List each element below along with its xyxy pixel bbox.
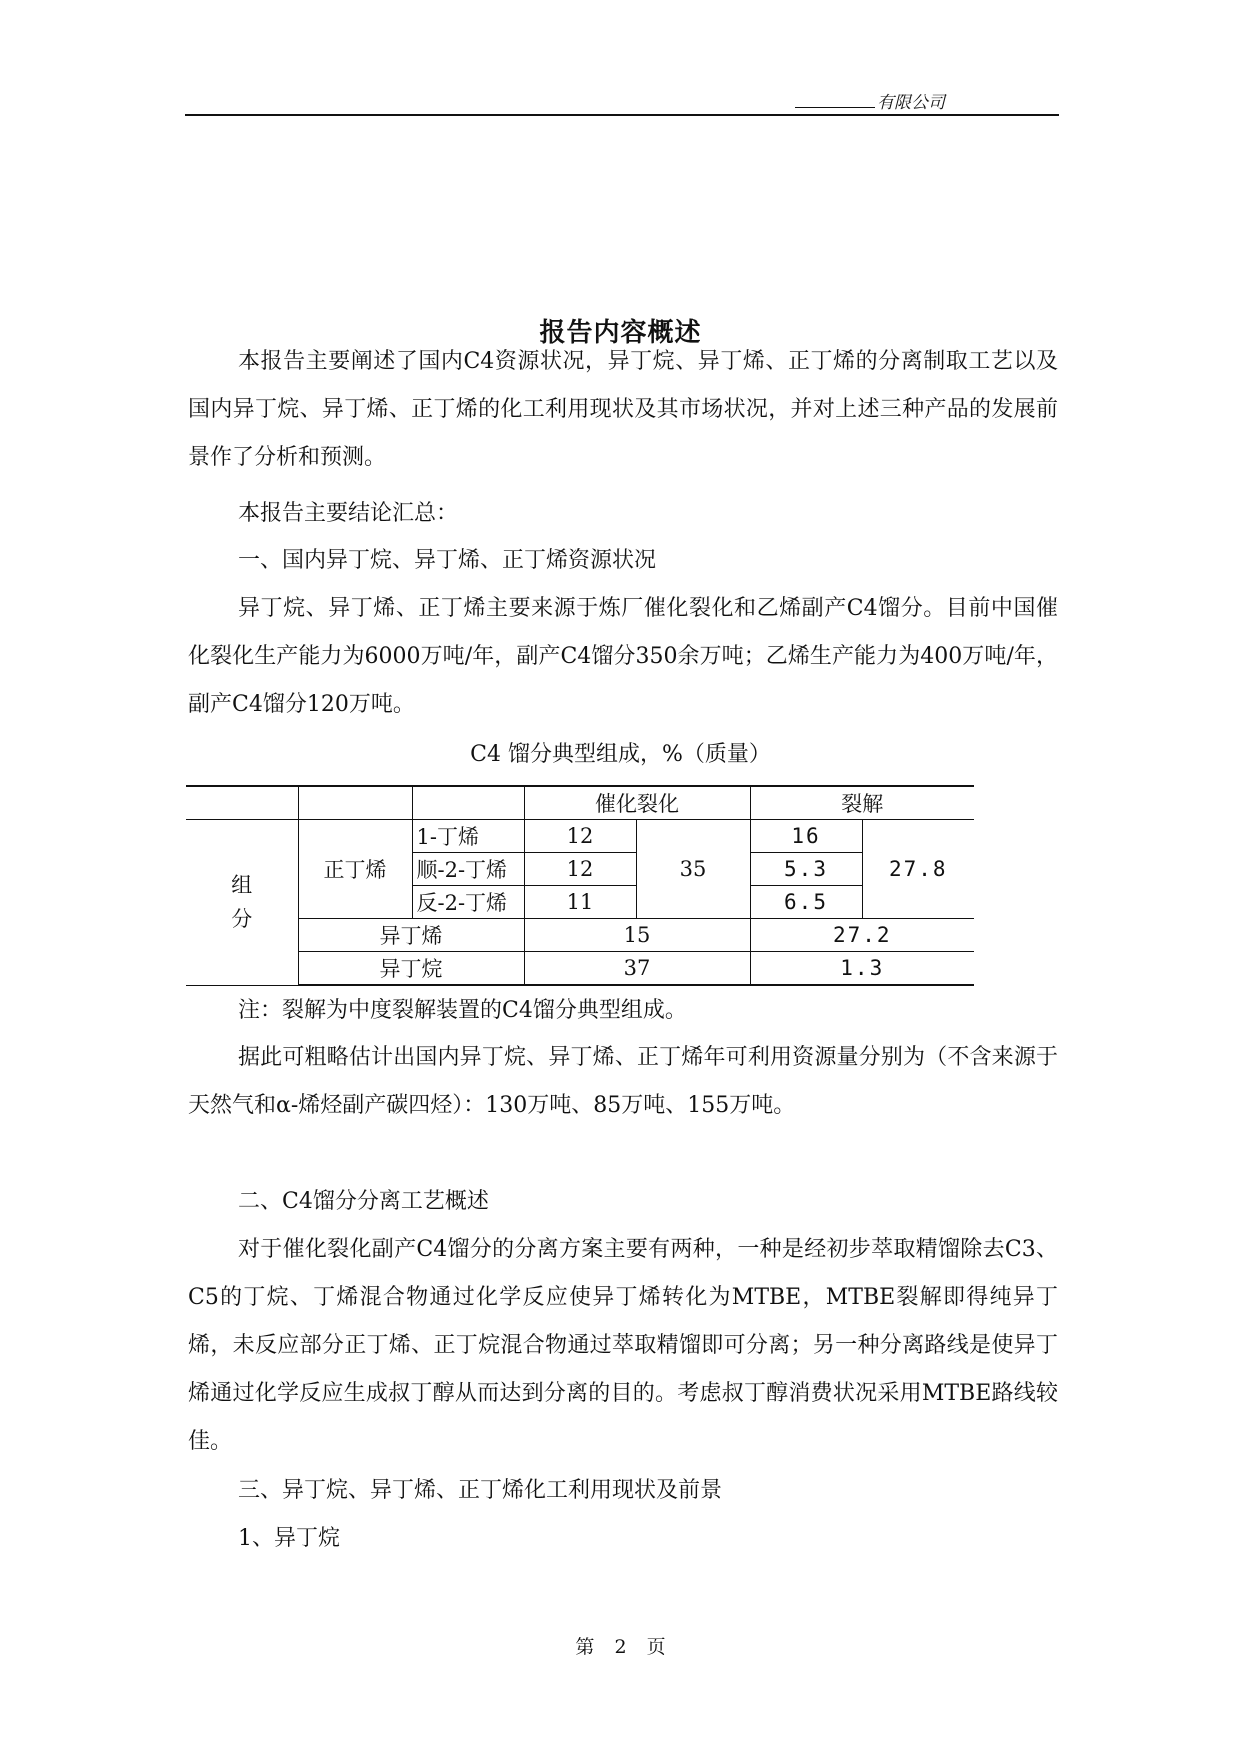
- table-note: 注：裂解为中度裂解装置的C4馏分典型组成。: [238, 998, 687, 1023]
- table-cell-fcc: 12: [524, 820, 636, 853]
- paragraph-summary: 本报告主要阐述了国内C4资源状况，异丁烷、异丁烯、正丁烯的分离制取工艺以及国内异丁烷、异丁烯、正丁烯的化工利用现状及其市场状况，并对上述三种产品的发展前景作了分析和预测。: [188, 349, 1058, 470]
- page-number: 2: [614, 1636, 627, 1658]
- header-company: [795, 88, 945, 113]
- table-row: [186, 919, 974, 952]
- table-cell-fcc: 15: [524, 919, 750, 952]
- table-cell-name: 顺-2-丁烯: [412, 853, 524, 886]
- header-rule: [185, 114, 1059, 116]
- table-n-butene-label: 正丁烯: [298, 820, 412, 919]
- paragraph-separation: 对于催化裂化副产C4馏分的分离方案主要有两种，一种是经初步萃取精馏除去C3、C5的丁烷、丁烯混合物通过化学反应使异丁烯转化为MTBE，MTBE裂解即得纯异丁烯，未反应部分正丁烯、正丁烷混合物通过萃取精馏即可分离；另一种分离路线是使异丁烯通过化学反应生成叔丁醇从而达到分离的目的。考虑叔丁醇消费状况采用MTBE路线较佳。: [188, 1237, 1058, 1454]
- table-header-row: [186, 786, 974, 820]
- section-heading-1: 一、国内异丁烷、异丁烯、正丁烯资源状况: [238, 548, 657, 573]
- footer-prefix: 第: [575, 1636, 595, 1658]
- table-cell-crack: 1.3: [750, 952, 974, 986]
- table-header-fcc: 催化裂化: [524, 786, 750, 820]
- table-cell-name: 1-丁烯: [412, 820, 524, 853]
- table-cell-fcc: 12: [524, 853, 636, 886]
- section-heading-3: 三、异丁烷、异丁烯、正丁烯化工利用现状及前景: [238, 1478, 723, 1503]
- table-cell-fcc: 11: [524, 886, 636, 919]
- table-cell-crack: 27.2: [750, 919, 974, 952]
- table-cell-crack: 5.3: [750, 853, 862, 886]
- company-name-blank: [795, 107, 875, 108]
- subsection-heading-isobutane: 1、异丁烷: [238, 1526, 340, 1551]
- company-suffix: 有限公司: [877, 93, 945, 112]
- table-cell-name: 异丁烷: [298, 952, 524, 986]
- table-cell-crack: 16: [750, 820, 862, 853]
- table-cell-crack: 6.5: [750, 886, 862, 919]
- footer-suffix: 页: [646, 1636, 666, 1658]
- table-cell-name: 反-2-丁烯: [412, 886, 524, 919]
- table-header-empty-1: [186, 786, 298, 820]
- table-header-empty-3: [412, 786, 524, 820]
- table-cell-name: 异丁烯: [298, 919, 524, 952]
- table-row: [186, 952, 974, 986]
- table-n-butene-crack-total: 27.8: [862, 820, 974, 919]
- section-heading-2: 二、C4馏分分离工艺概述: [238, 1189, 489, 1214]
- c4-composition-table: [186, 785, 974, 986]
- page-footer: [0, 1632, 1241, 1659]
- table-n-butene-fcc-total: 35: [636, 820, 750, 919]
- table-cell-fcc: 37: [524, 952, 750, 986]
- table-caption: C4 馏分典型组成，%（质量）: [470, 742, 771, 767]
- page-title: 报告内容概述: [539, 318, 702, 348]
- table-header-crack: 裂解: [750, 786, 974, 820]
- table-header-empty-2: [298, 786, 412, 820]
- paragraph-resources: 异丁烷、异丁烯、正丁烯主要来源于炼厂催化裂化和乙烯副产C4馏分。目前中国催化裂化生产能力为6000万吨/年，副产C4馏分350余万吨；乙烯生产能力为400万吨/年，副产C4馏分120万吨。: [188, 596, 1058, 717]
- table-group-label: 组 分: [186, 820, 298, 986]
- table-row: [186, 820, 974, 853]
- paragraph-conclusions-intro: 本报告主要结论汇总：: [238, 501, 459, 526]
- paragraph-estimate: 据此可粗略估计出国内异丁烷、异丁烯、正丁烯年可利用资源量分别为（不含来源于天然气和α-烯烃副产碳四烃）：130万吨、85万吨、155万吨。: [188, 1045, 1058, 1118]
